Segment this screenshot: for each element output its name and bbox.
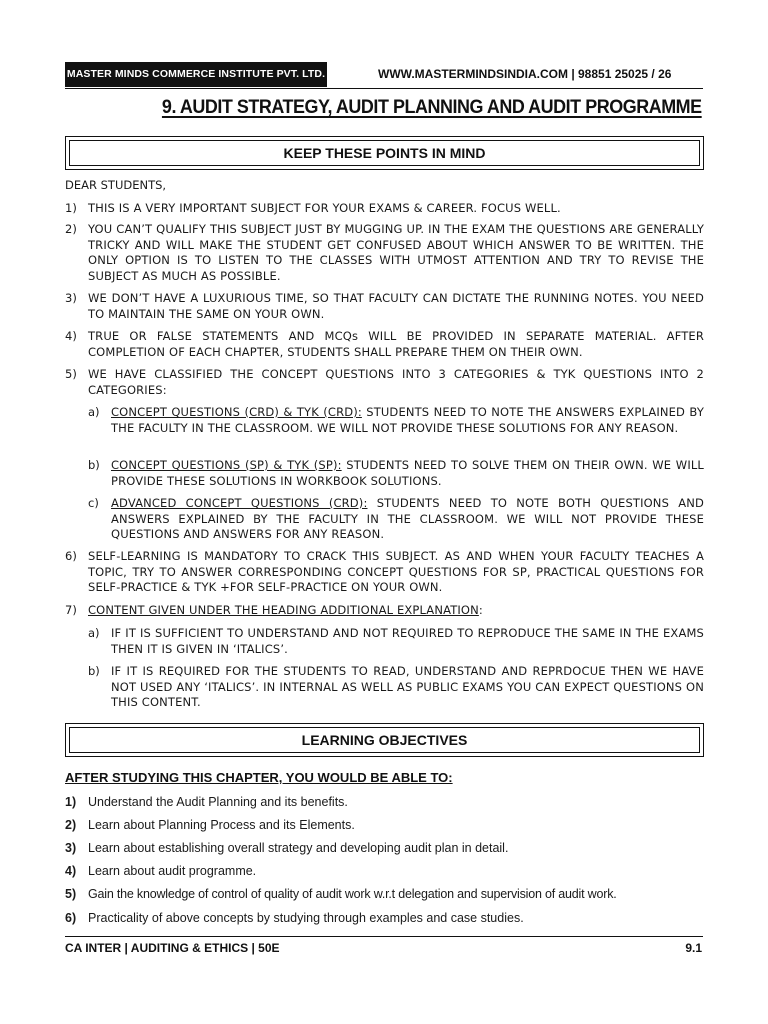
- keep-points-heading: KEEP THESE POINTS IN MIND: [69, 140, 700, 166]
- objective-number: 2): [65, 818, 77, 832]
- objective-number: 1): [65, 795, 77, 809]
- point-lead: CONTENT GIVEN UNDER THE HEADING ADDITIONAL EXPLANATION: [88, 603, 479, 617]
- subpoint-text: [111, 405, 704, 436]
- objective-text: Understand the Audit Planning and its benefits.: [88, 795, 348, 809]
- objective-number: 4): [65, 864, 77, 878]
- point-text: TRUE OR FALSE STATEMENTS AND MCQs WILL BE PROVIDED IN SEPARATE MATERIAL. AFTER COMPLETION OF EACH CHAPTER, STUDENTS SHALL PREPARE THEM ON THEIR OWN.: [88, 329, 704, 359]
- objective-text: Practicality of above concepts by studying through examples and case studies.: [88, 911, 524, 925]
- point-body: :: [478, 603, 483, 617]
- subpoint-text: [111, 458, 704, 489]
- point-text: THIS IS A VERY IMPORTANT SUBJECT FOR YOUR EXAMS & CAREER. FOCUS WELL.: [88, 201, 561, 215]
- subpoint-lead: CONCEPT QUESTIONS (CRD) & TYK (CRD):: [111, 405, 362, 419]
- keep-points-heading-box: [65, 136, 704, 170]
- subpoint-letter: b): [88, 664, 100, 678]
- point-number: 5): [65, 367, 77, 381]
- header-rule: [65, 88, 703, 89]
- point-number: 4): [65, 329, 77, 343]
- point-text: WE DON’T HAVE A LUXURIOUS TIME, SO THAT FACULTY CAN DICTATE THE RUNNING NOTES. YOU NEED TO MAINTAIN THE SAME ON YOUR OWN.: [88, 291, 704, 321]
- objective-text: Learn about audit programme.: [88, 864, 257, 878]
- point-number: 2): [65, 222, 77, 236]
- point-text: YOU CAN’T QUALIFY THIS SUBJECT JUST BY MUGGING UP. IN THE EXAM THE QUESTIONS ARE GENERALLY TRICKY AND WILL MAKE THE STUDENT GET CONFUSED ABOUT WHICH ANSWER TO BE WRITTEN. THE ONLY OPTION IS TO LISTEN TO THE CLASSES WITH UTMOST ATTENTION AND TRY TO REVISE THE SUBJECT AS MUCH AS POSSIBLE.: [88, 222, 704, 283]
- point-number: 7): [65, 603, 77, 617]
- point-number: 3): [65, 291, 77, 305]
- subpoint-letter: a): [88, 405, 100, 419]
- subpoint-lead: ADVANCED CONCEPT QUESTIONS (CRD):: [111, 496, 368, 510]
- salutation: DEAR STUDENTS,: [65, 178, 167, 192]
- page-number: 9.1: [685, 941, 702, 955]
- objectives-intro: AFTER STUDYING THIS CHAPTER, YOU WOULD BE ABLE TO:: [65, 770, 453, 785]
- point-text: WE HAVE CLASSIFIED THE CONCEPT QUESTIONS INTO 3 CATEGORIES & TYK QUESTIONS INTO 2 CATEGORIES:: [88, 367, 704, 397]
- learning-objectives-heading-box: [65, 723, 704, 757]
- objective-number: 5): [65, 887, 77, 901]
- objective-number: 6): [65, 911, 77, 925]
- learning-objectives-heading: LEARNING OBJECTIVES: [69, 727, 700, 753]
- objective-text: Learn about establishing overall strategy and developing audit plan in detail.: [88, 841, 509, 855]
- point-text: [88, 603, 704, 619]
- chapter-title: 9. AUDIT STRATEGY, AUDIT PLANNING AND AUDIT PROGRAMME: [162, 96, 702, 118]
- subpoint-lead: CONCEPT QUESTIONS (SP) & TYK (SP):: [111, 458, 342, 472]
- objective-text: Gain the knowledge of control of quality of audit work w.r.t delegation and supervision of audit work.: [88, 887, 617, 901]
- objective-number: 3): [65, 841, 77, 855]
- point-text: SELF-LEARNING IS MANDATORY TO CRACK THIS SUBJECT. AS AND WHEN YOUR FACULTY TEACHES A TOPIC, TRY TO ANSWER CORRESPONDING CONCEPT QUESTIONS FOR SP, PRACTICAL QUESTIONS FOR SELF-PRACTICE & TYK +FOR SELF-PRACTICE ON YOUR OWN.: [88, 549, 704, 595]
- objective-text: Learn about Planning Process and its Elements.: [88, 818, 355, 832]
- subpoint-letter: b): [88, 458, 100, 472]
- footer-course: CA INTER | AUDITING & ETHICS | 50E: [65, 941, 280, 955]
- subpoint-body: STUDENTS NEED TO NOTE BOTH QUESTIONS AND ANSWERS EXPLAINED BY THE FACULTY IN THE CLASSROOM. WE WILL NOT PROVIDE THESE QUESTIONS AND ANSWERS FOR ANY REASON.: [111, 496, 704, 542]
- point-number: 1): [65, 201, 77, 215]
- subpoint-letter: c): [88, 496, 99, 510]
- subpoint-text: IF IT IS REQUIRED FOR THE STUDENTS TO READ, UNDERSTAND AND REPRDOCUE THEN WE HAVE NOT USED ANY ‘ITALICS’. IN INTERNAL AS WELL AS PUBLIC EXAMS YOU CAN EXPECT QUESTIONS ON THIS CONTENT.: [111, 664, 704, 710]
- footer-rule: [65, 936, 703, 937]
- subpoint-text: IF IT IS SUFFICIENT TO UNDERSTAND AND NOT REQUIRED TO REPRODUCE THE SAME IN THE EXAMS THEN IT IS GIVEN IN ‘ITALICS’.: [111, 626, 704, 656]
- subpoint-letter: a): [88, 626, 100, 640]
- website-contact: WWW.MASTERMINDSINDIA.COM | 98851 25025 / 26: [378, 67, 672, 81]
- subpoint-body: STUDENTS NEED TO SOLVE THEM ON THEIR OWN. WE WILL PROVIDE THESE SOLUTIONS IN WORKBOOK SOLUTIONS.: [111, 458, 704, 488]
- point-number: 6): [65, 549, 77, 563]
- subpoint-text: [111, 496, 704, 543]
- subpoint-body: STUDENTS NEED TO NOTE THE ANSWERS EXPLAINED BY THE FACULTY IN THE CLASSROOM. WE WILL NOT PROVIDE THESE SOLUTIONS FOR ANY REASON.: [111, 405, 705, 435]
- institute-brand: MASTER MINDS COMMERCE INSTITUTE PVT. LTD.: [65, 62, 327, 87]
